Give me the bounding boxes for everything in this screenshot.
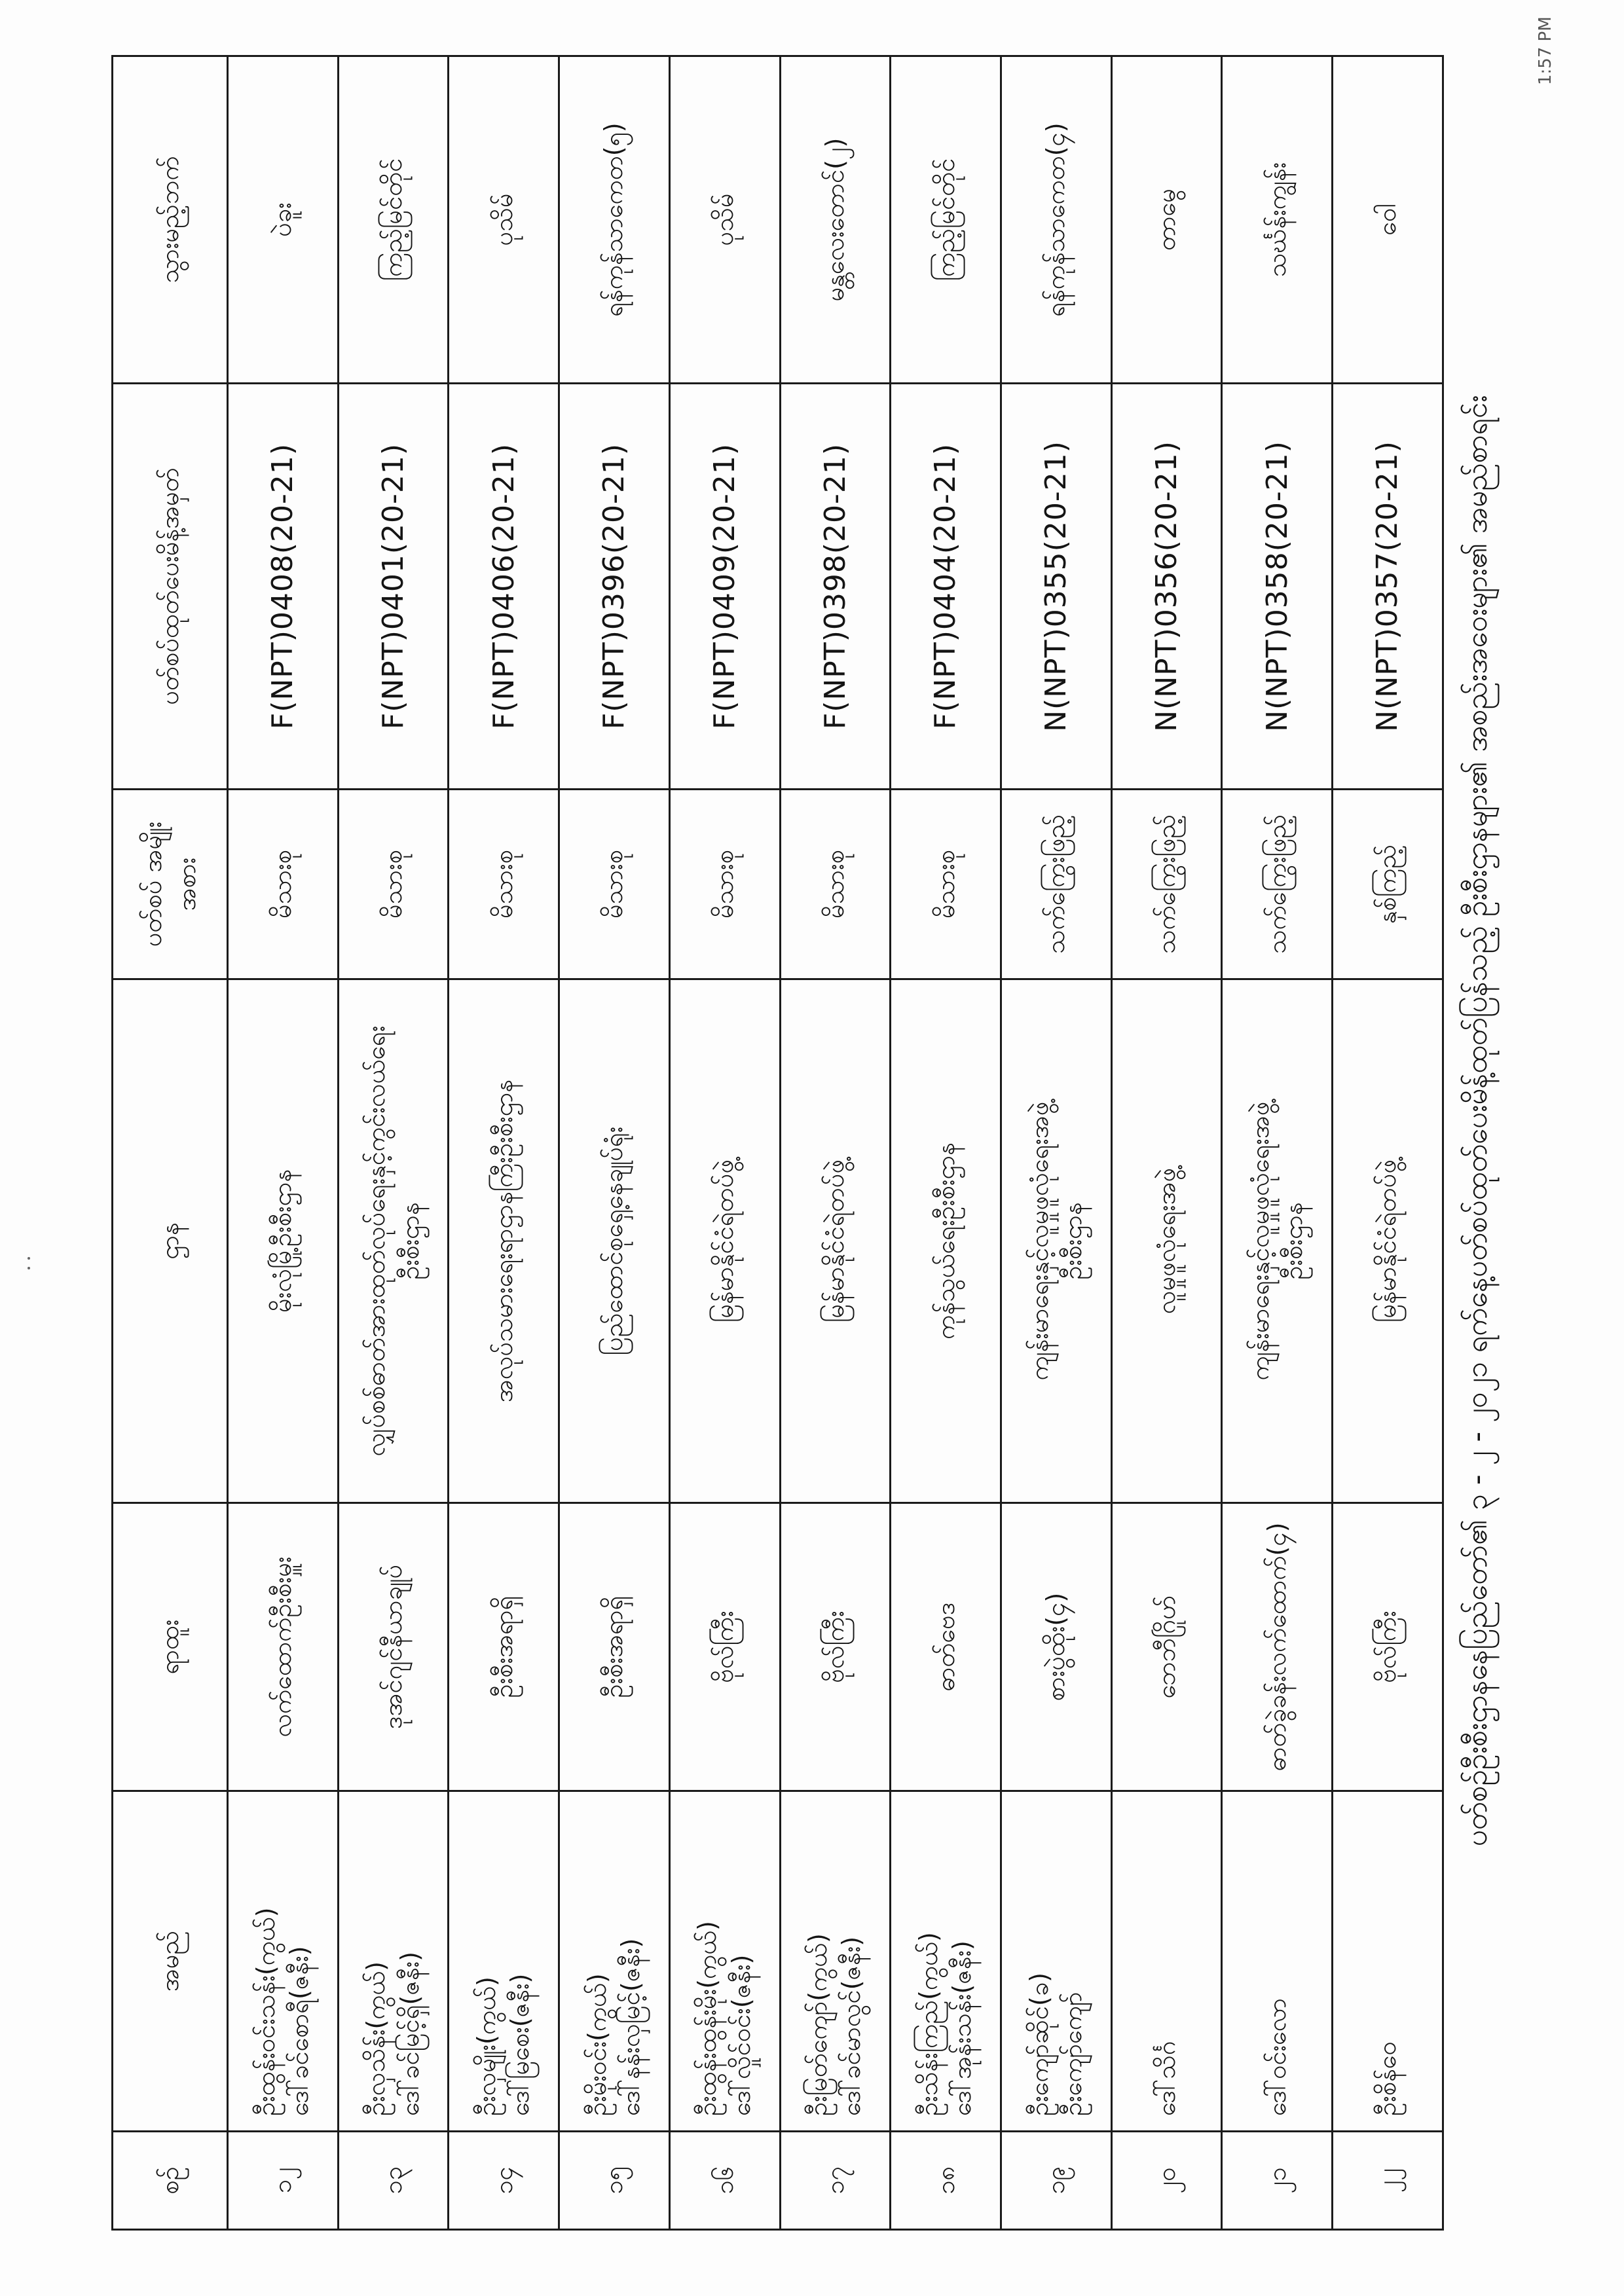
table-row: [1111, 56, 1222, 2230]
cell-position: လက်ထောက်ဦးစီးမှူး: [228, 1503, 339, 1791]
cell-name: [891, 1791, 1001, 2132]
cell-name: [228, 1791, 339, 2132]
cell-no: ၁၂: [228, 2132, 339, 2230]
cell-id: F(NPT)0398(20-21): [780, 384, 891, 790]
table-row: [1333, 56, 1443, 2230]
cell-department-line: ဦးစီးဌာန: [1279, 1202, 1308, 1280]
header-department: ဌာန: [113, 979, 228, 1503]
cell-id: F(NPT)0408(20-21): [228, 384, 339, 790]
cell-name-line: ဦးထွန်းဝင်းသန်း(ကွယ်): [251, 1907, 280, 2116]
cell-name: [1222, 1791, 1333, 2132]
cell-id: N(NPT)0357(20-21): [1333, 384, 1443, 790]
header-type: ပတ်စပ် အမျိုးအစား: [113, 790, 228, 979]
cell-no: ၂၀: [1111, 2132, 1222, 2230]
cell-id: F(NPT)0406(20-21): [449, 384, 559, 790]
cell-no: ၂၁: [1222, 2132, 1333, 2230]
cell-name: [1333, 1791, 1443, 2132]
scan-speck: [28, 1267, 30, 1269]
cell-department: မြန်မာနိုင်ငံရဲတပ်ဖွဲ့: [1333, 979, 1443, 1503]
cell-name-line: ဦးကျော်ဆိုင်(ခ): [1024, 1972, 1054, 2116]
scan-timestamp: 1:57 PM: [1536, 16, 1555, 85]
table-row: [891, 56, 1001, 2230]
cell-name-line: ဒေါ်နန်းလှမြင့်(ဇနီး): [616, 1938, 646, 2116]
cell-type: မိသားစု: [780, 790, 891, 979]
header-id: ပတ်စပ်ထုတ်ပေးမိန့်အမှတ်: [113, 384, 228, 790]
cell-type: မိသားစု: [338, 790, 449, 979]
cell-id: F(NPT)0409(20-21): [669, 384, 780, 790]
cell-name-line: ဒေါ်ဝင်းလော: [1262, 1997, 1291, 2116]
cell-type: သက်ကြွေးဖြည့်: [1001, 790, 1112, 979]
cell-name-line: ဦးထွန်းထွန်းမိုး(ကွယ်): [693, 1921, 722, 2116]
cell-department: [338, 979, 449, 1503]
cell-no: ၂၂: [1333, 2132, 1443, 2230]
cell-department-line: ဦးစီးဌာန: [395, 1202, 424, 1280]
cell-department: ပြည်ထောင်စုရှေ့နေချုပ်ရုံး: [559, 979, 670, 1503]
cell-no: ၁၄: [449, 2132, 559, 2230]
cell-no: ၁၅: [559, 2132, 670, 2230]
cell-place: သင်္ဃန်းကျွန်း: [1222, 56, 1333, 384]
table-row: [1001, 56, 1112, 2230]
table-row: [228, 56, 339, 2230]
scan-speck: [28, 1257, 30, 1260]
header-place: သွားမည့်ဘက်: [113, 56, 228, 384]
cell-name-line: ဦးမိုးဝင်း(ကွယ်): [582, 1973, 612, 2116]
cell-position: ဒုအင်ဂျင်နီယာချုပ်: [338, 1503, 449, 1791]
cell-type: မိသားစု: [669, 790, 780, 979]
cell-id: F(NPT)0401(20-21): [338, 384, 449, 790]
cell-name-line: ဦးကျော်ကျော်: [1058, 1992, 1087, 2116]
cell-department-line: ကျန်းမာရေးနှင့်လူမှုဖူလုံရေးအဖွဲ့: [1024, 1101, 1054, 1381]
cell-place: တာမွေ: [1111, 56, 1222, 384]
header-position: ရာထူး: [113, 1503, 228, 1791]
cell-name-line: ဒေါ်သိင်္ဂ: [1151, 2041, 1181, 2116]
cell-name-line: ဦးသိန်းကြည်(ကွယ်): [913, 1932, 943, 2116]
cell-name-line: ဒေါ်လှိုင်ဝင်း(ဇနီး): [726, 1954, 756, 2116]
table-row: [338, 56, 449, 2230]
cell-no: ၁၉: [1001, 2132, 1112, 2230]
cell-place: ပုသိမ်: [449, 56, 559, 384]
cell-position: ဗိုလ်ကြီး: [669, 1503, 780, 1791]
header-name: အမည်: [113, 1791, 228, 2132]
cell-place: ပဲခူး: [228, 56, 339, 384]
table-row: [1222, 56, 1333, 2230]
cell-name: [449, 1791, 559, 2132]
cell-position: ဗိုလ်ကြီး: [780, 1503, 891, 1791]
cell-name-line: ဒေါ်မြစေး(ဇနီး): [506, 1973, 535, 2116]
cell-place: ကြည့်မြင်တိုင်: [891, 56, 1001, 384]
table-row: [449, 56, 559, 2230]
cell-department: [1222, 979, 1333, 1503]
cell-department-line: ဦးစီးဌာန: [1058, 1202, 1087, 1280]
cell-type: သက်ကြွေးဖြည့်: [1222, 790, 1333, 979]
cell-name: [559, 1791, 670, 2132]
cell-department: [1001, 979, 1112, 1503]
cell-name: [780, 1791, 891, 2132]
cell-department: မိုးလုံမြို့ဦးစီးဌာန: [228, 979, 339, 1503]
cell-department-line: လျှပ်စစ်ဓာတ်အားထုတ်လုပ်ရေးနှင့်ကွင်းလယ်ရေး: [361, 1025, 391, 1457]
cell-name-line: ဒေါ်အုန်းသန်း(ဇနီး): [948, 1941, 977, 2116]
cell-department: မြန်မာနိုင်ငံရဲတပ်ဖွဲ့: [780, 979, 891, 1503]
cell-name: [338, 1791, 449, 2132]
cell-type: နှစ်ကြည့်: [1333, 790, 1443, 979]
cell-type: မိသားစု: [559, 790, 670, 979]
cell-name-line: ဦးမြတ်ကျော်(ကွယ်): [803, 1933, 833, 2116]
cell-department: ကုန်သွယ်ရေးဦးစီးဌာန: [891, 979, 1001, 1503]
cell-no: ၁၇: [780, 2132, 891, 2230]
cell-id: N(NPT)0358(20-21): [1222, 384, 1333, 790]
cell-position: ဦးစီးအရာရှိ: [559, 1503, 670, 1791]
cell-place: ဝေါ: [1333, 56, 1443, 384]
cell-type: မိသားစု: [228, 790, 339, 979]
table-row: [780, 56, 891, 2230]
cell-name-line: ဦးလှသိန်း(ကွယ်): [361, 1961, 391, 2116]
cell-name-line: ဒေါ်ခင်စောရီ(ဇနီး): [284, 1946, 314, 2116]
cell-id: F(NPT)0404(20-21): [891, 384, 1001, 790]
cell-name-line: ဒေါ်ခင်မြင့်ရှိ(ဇနီး): [395, 1951, 424, 2116]
cell-place: ရန်ကုန်သာကေတ(၅): [559, 56, 670, 384]
table-row: [669, 56, 780, 2230]
cell-id: F(NPT)0396(20-21): [559, 384, 670, 790]
cell-no: ၁၃: [338, 2132, 449, 2230]
cell-place: ကြည့်မြင်တိုင်: [338, 56, 449, 384]
cell-place: ပုသိမ်: [669, 56, 780, 384]
cell-position: ဓာတ်ခွဲခန်းလက်ထောက်(၄): [1222, 1503, 1333, 1791]
cell-name: [1001, 1791, 1112, 2132]
cell-name-line: ဦးစိန်ဝေ: [1373, 2041, 1402, 2116]
cell-name: [1111, 1791, 1222, 2132]
cell-position: ဓာတ်ဗေဒ: [891, 1503, 1001, 1791]
table-body: [228, 56, 1443, 2230]
cell-department-line: ကျန်းမာရေးနှင့်လူမှုဖူလုံရေးအဖွဲ့: [1246, 1101, 1275, 1381]
cell-position: ဦးစီးအရာရှိ: [449, 1503, 559, 1791]
cell-type: သက်ကြွေးဖြည့်: [1111, 790, 1222, 979]
cell-name-line: ဦးလှမျိုး(ကွယ်): [472, 1977, 501, 2116]
cell-id: N(NPT)0355(20-21): [1001, 384, 1112, 790]
cell-position: ဘေဘီဂြိုဟ်: [1111, 1503, 1222, 1791]
cell-name-line: ဒေါ်ခင်မာလွင်(ဇနီး): [837, 1936, 866, 2116]
cell-no: ၁၆: [669, 2132, 780, 2230]
cell-department: လူမှုဖူလုံရေးအဖွဲ့: [1111, 979, 1222, 1503]
cell-place: မန္တလေးတောင်(၂): [780, 56, 891, 384]
cell-name: [669, 1791, 780, 2132]
cell-id: N(NPT)0356(20-21): [1111, 384, 1222, 790]
cell-department: မြန်မာနိုင်ငံရဲတပ်ဖွဲ့: [669, 979, 780, 1503]
table-row: [559, 56, 670, 2230]
table-header-row: [113, 56, 228, 2230]
document-title: ပတ်စဉ်ဦးစီးဌာနနေပြည်တော်၏ ၃ - ၂ - ၂၀၂၁ ရက်နေ့ပတ်စပ်ထုတ်ပေးမိန့်ထုတ်ပြန်သည့် ဦးစီးဌာနများ၏ အစည်းအဝေးများ၏ အမည်စာရင်း: [1460, 395, 1494, 1847]
cell-position: စားပွဲထိုး(၄): [1001, 1503, 1112, 1791]
pension-list-table: [111, 55, 1444, 2231]
cell-type: မိသားစု: [891, 790, 1001, 979]
cell-department: အလုပ်သမားရေးရာဌာနကြီးဦးစီးဌာန: [449, 979, 559, 1503]
cell-type: မိသားစု: [449, 790, 559, 979]
cell-position: ဗိုလ်ကြီး: [1333, 1503, 1443, 1791]
header-no: စဉ်: [113, 2132, 228, 2230]
cell-no: ၁၈: [891, 2132, 1001, 2230]
cell-place: ရန်ကုန်သာကေတ(၄): [1001, 56, 1112, 384]
